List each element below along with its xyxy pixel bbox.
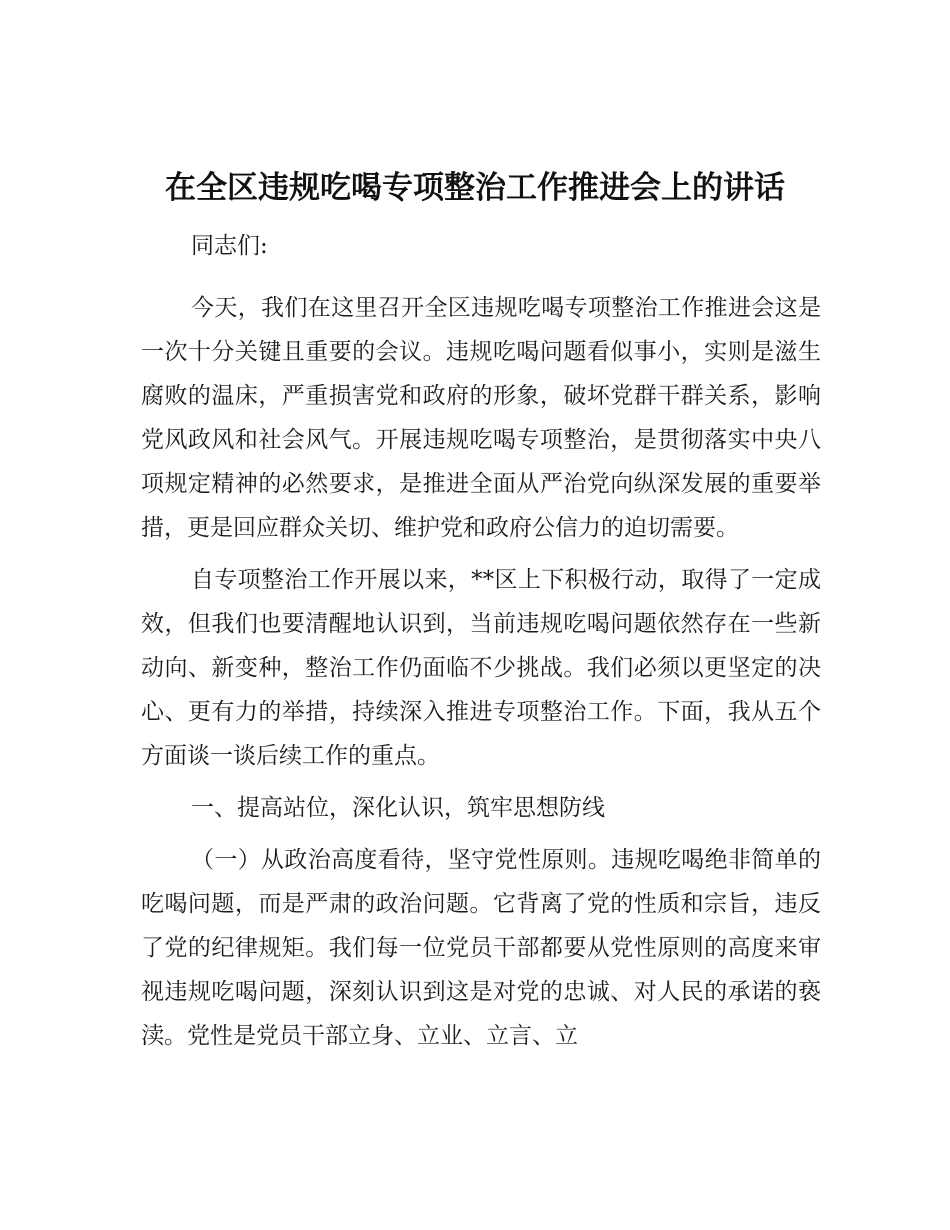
document-title: 在全区违规吃喝专项整治工作推进会上的讲话 bbox=[165, 170, 785, 206]
document-body bbox=[141, 224, 821, 1066]
greeting: 同志们: bbox=[191, 233, 268, 259]
paragraph-subsection-1: （一）从政治高度看待，坚守党性原则。违规吃喝绝非简单的吃喝问题，而是严肃的政治问题。它背离了党的性质和宗旨，违反了党的纪律规矩。我们每一位党员干部都要从党性原则的高度来审视违规吃喝问题，深刻认识到这是对党的忠诚、对人民的承诺的亵渎。党性是党员干部立身、立业、立言、立 bbox=[141, 847, 821, 1049]
paragraph-intro: 今天，我们在这里召开全区违规吃喝专项整治工作推进会这是一次十分关键且重要的会议。违规吃喝问题看似事小，实则是滋生腐败的温床，严重损害党和政府的形象，破坏党群干群关系，影响党风政风和社会风气。开展违规吃喝专项整治，是贯彻落实中央八项规定精神的必然要求，是推进全面从严治党向纵深发展的重要举措，更是回应群众关切、维护党和政府公信力的迫切需要。 bbox=[141, 295, 821, 541]
paragraph-progress: 自专项整治工作开展以来，**区上下积极行动，取得了一定成效，但我们也要清醒地认识到，当前违规吃喝问题依然存在一些新动向、新变种，整治工作仍面临不少挑战。我们必须以更坚定的决心、更有力的举措，持续深入推进专项整治工作。下面，我从五个方面谈一谈后续工作的重点。 bbox=[141, 567, 821, 769]
section-heading-1: 一、提高站位，深化认识，筑牢思想防线 bbox=[191, 795, 605, 821]
